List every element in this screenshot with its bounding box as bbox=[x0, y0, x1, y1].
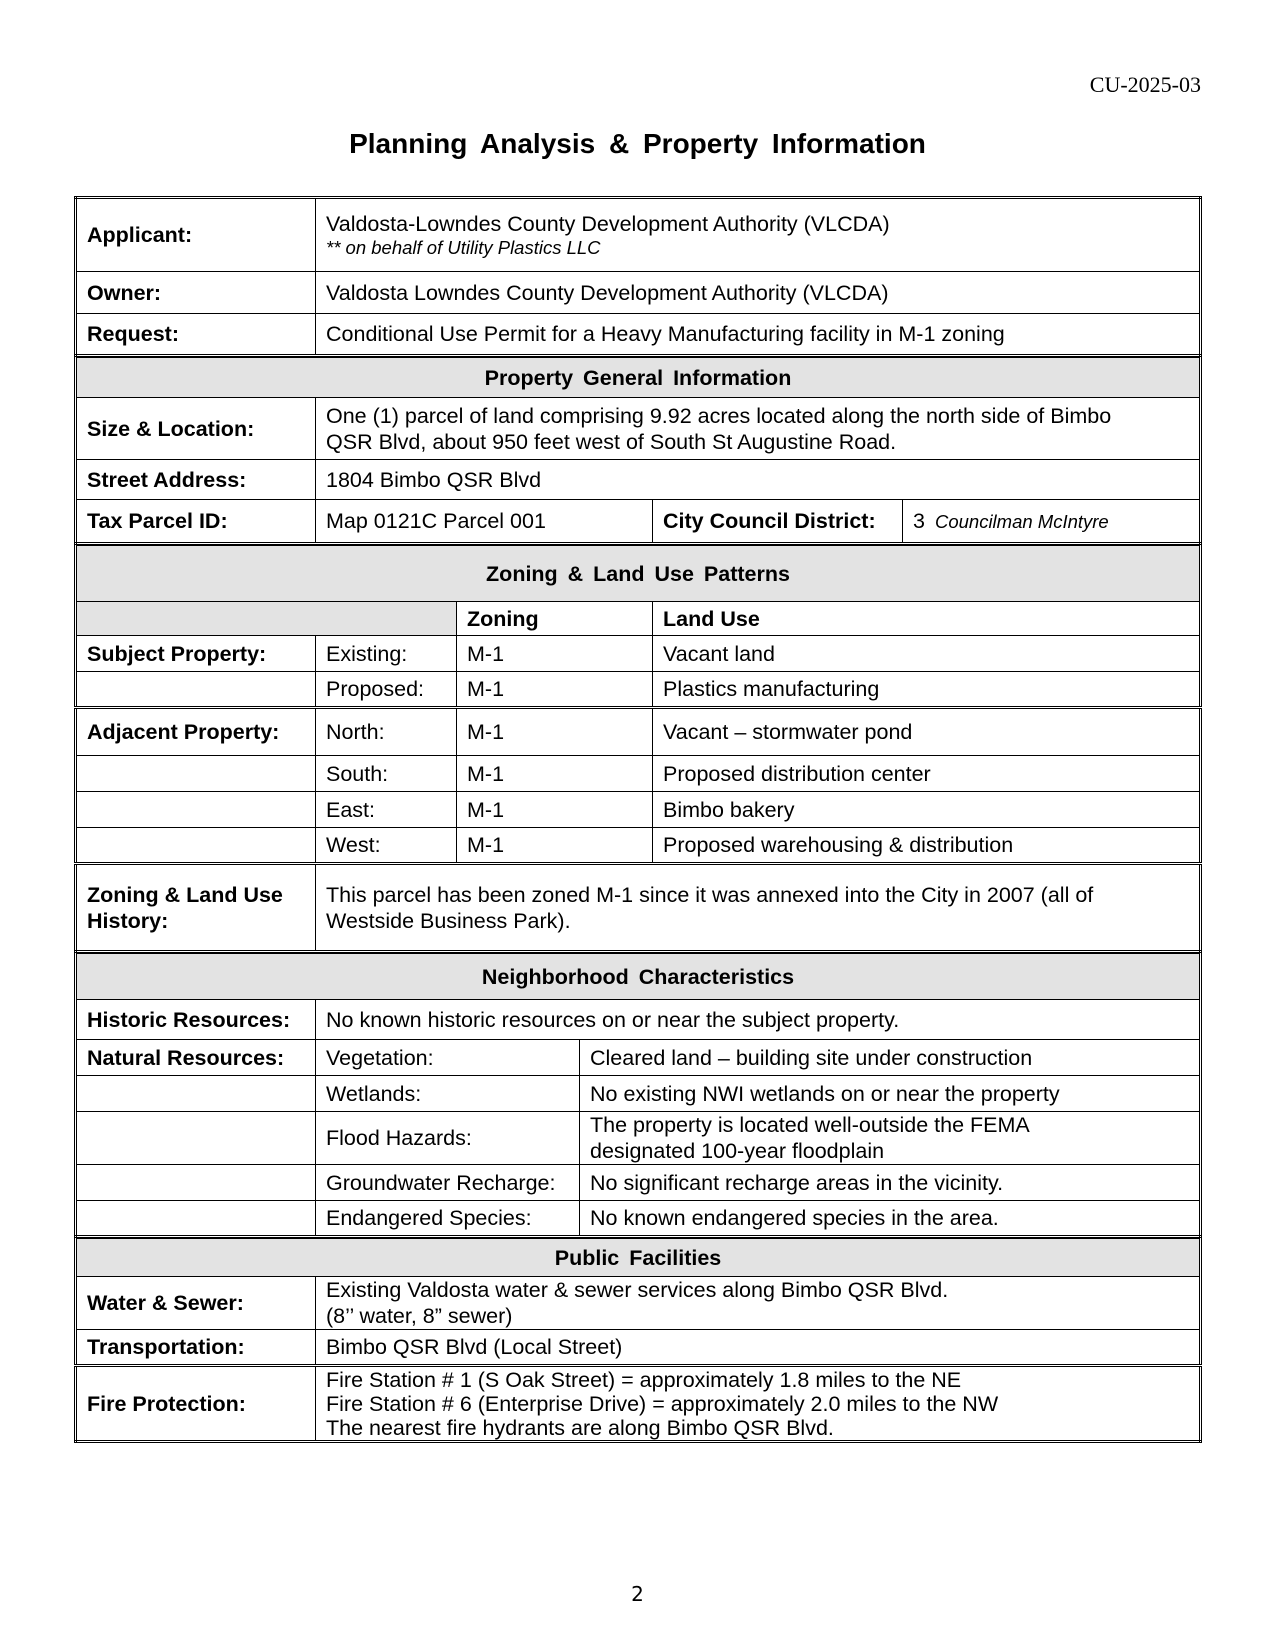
property-general-heading-row bbox=[76, 358, 1201, 398]
public-facilities-heading-row bbox=[76, 1239, 1201, 1277]
table-row bbox=[76, 1112, 1201, 1165]
zoning-direction: South: bbox=[316, 756, 457, 792]
applicant-label: Applicant: bbox=[76, 198, 316, 272]
natural-resource-item: Groundwater Recharge: bbox=[316, 1165, 580, 1201]
property-info-form bbox=[74, 196, 1202, 1443]
historic-resources-row bbox=[76, 1000, 1201, 1040]
table-row bbox=[76, 792, 1201, 828]
council-district-cell bbox=[903, 500, 1201, 544]
size-location-row bbox=[76, 398, 1201, 460]
natural-resource-value: No significant recharge areas in the vicinity. bbox=[580, 1165, 1201, 1201]
tax-parcel-value: Map 0121C Parcel 001 bbox=[316, 500, 653, 544]
natural-resource-value: No existing NWI wetlands on or near the property bbox=[580, 1076, 1201, 1112]
water-sewer-row bbox=[76, 1277, 1201, 1330]
zoning-column-header-row bbox=[76, 602, 1201, 636]
zoning-history-label-line2: History: bbox=[87, 908, 169, 933]
empty-label-cell bbox=[76, 828, 316, 864]
land-use-value: Plastics manufacturing bbox=[653, 672, 1201, 708]
zoning-heading: Zoning & Land Use Patterns bbox=[76, 546, 1201, 602]
natural-resource-value: Cleared land – building site under construction bbox=[580, 1040, 1201, 1076]
owner-row bbox=[76, 272, 1201, 314]
zoning-heading-row bbox=[76, 546, 1201, 602]
zoning-direction: Existing: bbox=[316, 636, 457, 672]
street-address-value: 1804 Bimbo QSR Blvd bbox=[316, 460, 1201, 500]
fire-protection-line3: The nearest fire hydrants are along Bimbo QSR Blvd. bbox=[326, 1415, 834, 1440]
zoning-column-header: Zoning bbox=[457, 602, 653, 636]
natural-resource-item: Wetlands: bbox=[316, 1076, 580, 1112]
applicant-note: ** on behalf of Utility Plastics LLC bbox=[326, 237, 601, 258]
empty-label-cell bbox=[76, 672, 316, 708]
neighborhood-heading: Neighborhood Characteristics bbox=[76, 954, 1201, 1000]
zoning-history-value bbox=[316, 864, 1201, 952]
table-row bbox=[76, 1076, 1201, 1112]
table-row bbox=[76, 1201, 1201, 1237]
applicant-value: Valdosta-Lowndes County Development Authority (VLCDA) bbox=[326, 212, 890, 236]
owner-label: Owner: bbox=[76, 272, 316, 314]
table-row bbox=[76, 672, 1201, 708]
water-sewer-line2: (8’’ water, 8” sewer) bbox=[326, 1304, 513, 1328]
zoning-history-line1: This parcel has been zoned M-1 since it was annexed into the City in 2007 (all of bbox=[326, 882, 1094, 907]
neighborhood-table bbox=[74, 953, 1202, 1238]
zoning-value: M-1 bbox=[457, 708, 653, 756]
zoning-value: M-1 bbox=[457, 756, 653, 792]
zoning-value: M-1 bbox=[457, 828, 653, 864]
zoning-value: M-1 bbox=[457, 672, 653, 708]
owner-value: Valdosta Lowndes County Development Authority (VLCDA) bbox=[316, 272, 1201, 314]
property-general-heading: Property General Information bbox=[76, 358, 1201, 398]
page-number: 2 bbox=[631, 1582, 644, 1606]
empty-label-cell bbox=[76, 756, 316, 792]
size-location-line1: One (1) parcel of land comprising 9.92 acres located along the north side of Bimbo bbox=[326, 403, 1112, 428]
natural-resource-value: No known endangered species in the area. bbox=[580, 1201, 1201, 1237]
property-general-table bbox=[74, 357, 1202, 545]
table-row bbox=[76, 1040, 1201, 1076]
empty-label-cell bbox=[76, 1112, 316, 1165]
land-use-value: Vacant land bbox=[653, 636, 1201, 672]
subject-property-label: Subject Property: bbox=[76, 636, 316, 672]
land-use-column-header: Land Use bbox=[653, 602, 1201, 636]
council-district-label: City Council District: bbox=[653, 500, 903, 544]
page-title: Planning Analysis & Property Information bbox=[349, 128, 926, 159]
flood-hazards-line2: designated 100-year floodplain bbox=[590, 1139, 885, 1163]
fire-protection-line2: Fire Station # 6 (Enterprise Drive) = approximately 2.0 miles to the NW bbox=[326, 1391, 999, 1416]
natural-resource-item: Vegetation: bbox=[316, 1040, 580, 1076]
size-location-label: Size & Location: bbox=[76, 398, 316, 460]
water-sewer-label: Water & Sewer: bbox=[76, 1277, 316, 1330]
zoning-history-label-line1: Zoning & Land Use bbox=[87, 882, 283, 907]
street-address-label: Street Address: bbox=[76, 460, 316, 500]
case-number: CU-2025-03 bbox=[1089, 72, 1201, 97]
historic-resources-value: No known historic resources on or near the subject property. bbox=[316, 1000, 1201, 1040]
zoning-direction: West: bbox=[316, 828, 457, 864]
applicant-row bbox=[76, 198, 1201, 272]
request-value: Conditional Use Permit for a Heavy Manufacturing facility in M-1 zoning bbox=[316, 314, 1201, 356]
zoning-header-blank bbox=[76, 602, 457, 636]
street-address-row bbox=[76, 460, 1201, 500]
applicant-table bbox=[74, 196, 1202, 357]
fire-protection-line1: Fire Station # 1 (S Oak Street) = approximately 1.8 miles to the NE bbox=[326, 1367, 962, 1392]
empty-label-cell bbox=[76, 1076, 316, 1112]
fire-protection-label: Fire Protection: bbox=[76, 1366, 316, 1442]
fire-protection-row bbox=[76, 1366, 1201, 1442]
size-location-line2: QSR Blvd, about 950 feet west of South St Augustine Road. bbox=[326, 429, 897, 454]
empty-label-cell bbox=[76, 792, 316, 828]
size-location-value bbox=[316, 398, 1201, 460]
table-row bbox=[76, 1165, 1201, 1201]
tax-parcel-row bbox=[76, 500, 1201, 544]
natural-resource-value bbox=[580, 1112, 1201, 1165]
zoning-value: M-1 bbox=[457, 792, 653, 828]
adjacent-property-label: Adjacent Property: bbox=[76, 708, 316, 756]
council-district-value: 3 bbox=[913, 508, 925, 533]
transportation-label: Transportation: bbox=[76, 1330, 316, 1366]
zoning-direction: North: bbox=[316, 708, 457, 756]
flood-hazards-line1: The property is located well-outside the FEMA bbox=[590, 1113, 1030, 1137]
zoning-history-line2: Westside Business Park). bbox=[326, 908, 571, 933]
natural-resource-item: Endangered Species: bbox=[316, 1201, 580, 1237]
table-row bbox=[76, 708, 1201, 756]
applicant-value-cell bbox=[316, 198, 1201, 272]
zoning-table bbox=[74, 545, 1202, 953]
council-district-note: Councilman McIntyre bbox=[934, 510, 1109, 532]
transportation-row bbox=[76, 1330, 1201, 1366]
table-row bbox=[76, 756, 1201, 792]
zoning-direction: East: bbox=[316, 792, 457, 828]
land-use-value: Proposed warehousing & distribution bbox=[653, 828, 1201, 864]
zoning-history-label bbox=[76, 864, 316, 952]
empty-label-cell bbox=[76, 1165, 316, 1201]
fire-protection-value bbox=[316, 1366, 1201, 1442]
zoning-value: M-1 bbox=[457, 636, 653, 672]
natural-resources-label: Natural Resources: bbox=[76, 1040, 316, 1076]
water-sewer-value bbox=[316, 1277, 1201, 1330]
request-label: Request: bbox=[76, 314, 316, 356]
land-use-value: Vacant – stormwater pond bbox=[653, 708, 1201, 756]
zoning-history-row bbox=[76, 864, 1201, 952]
request-row bbox=[76, 314, 1201, 356]
neighborhood-heading-row bbox=[76, 954, 1201, 1000]
transportation-value: Bimbo QSR Blvd (Local Street) bbox=[316, 1330, 1201, 1366]
land-use-value: Bimbo bakery bbox=[653, 792, 1201, 828]
land-use-value: Proposed distribution center bbox=[653, 756, 1201, 792]
table-row bbox=[76, 636, 1201, 672]
public-facilities-table bbox=[74, 1238, 1202, 1443]
zoning-direction: Proposed: bbox=[316, 672, 457, 708]
natural-resource-item: Flood Hazards: bbox=[316, 1112, 580, 1165]
water-sewer-line1: Existing Valdosta water & sewer services along Bimbo QSR Blvd. bbox=[326, 1278, 949, 1302]
empty-label-cell bbox=[76, 1201, 316, 1237]
table-row bbox=[76, 828, 1201, 864]
historic-resources-label: Historic Resources: bbox=[76, 1000, 316, 1040]
tax-parcel-label: Tax Parcel ID: bbox=[76, 500, 316, 544]
public-facilities-heading: Public Facilities bbox=[76, 1239, 1201, 1277]
